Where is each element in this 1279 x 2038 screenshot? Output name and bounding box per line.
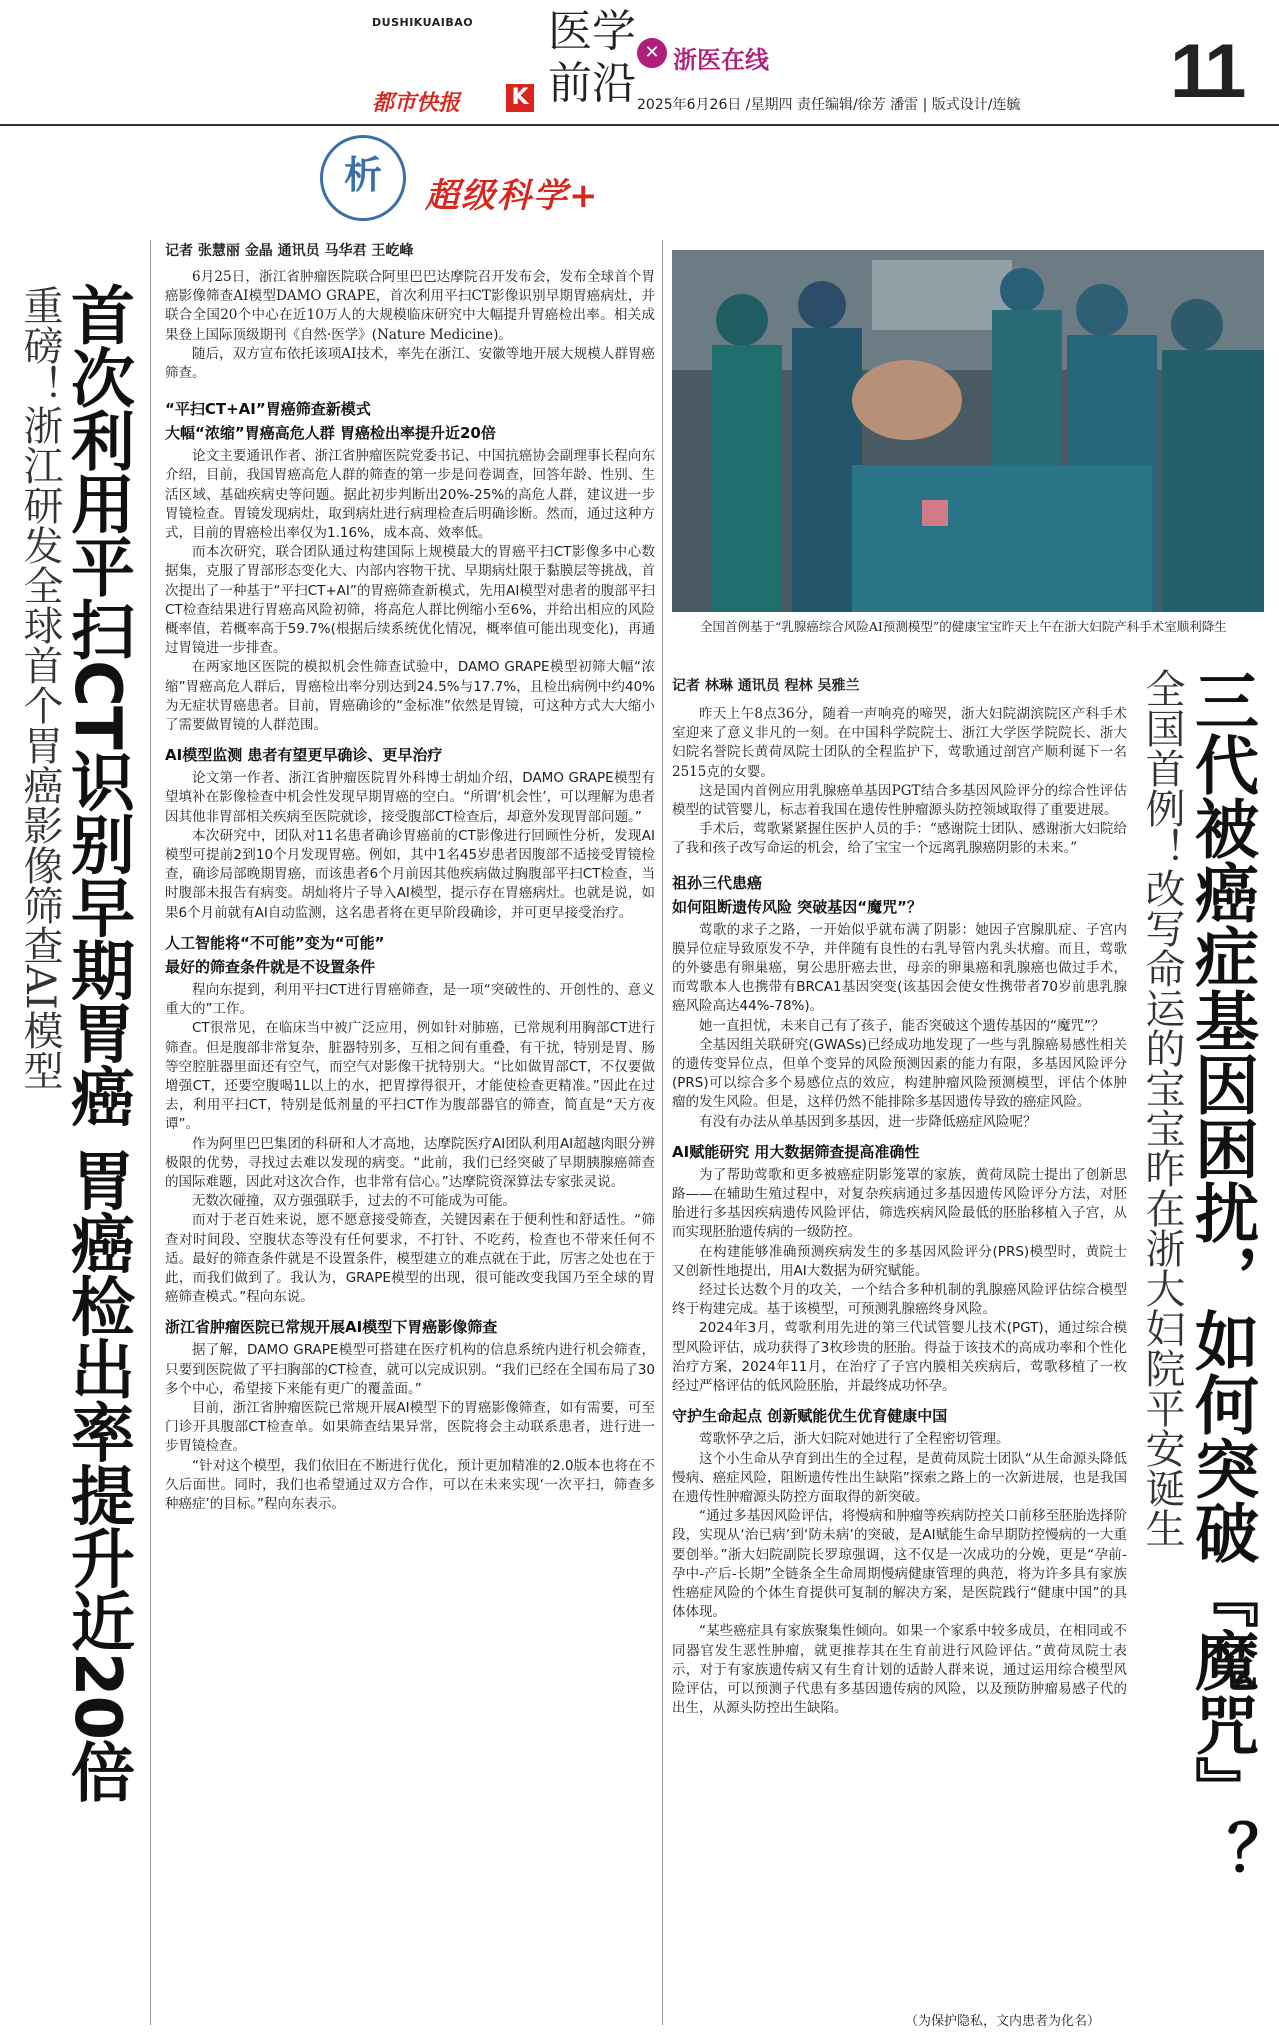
article2-lead bbox=[672, 705, 1127, 859]
body-paragraph: 而本次研究，联合团队通过构建国际上规模最大的胃癌平扫CT影像多中心数据集，克服了胃部形态变化大、内部内容物干扰、早期病灶限于黏膜层等挑战，首次提出了一种基于“平扫CT+AI”的胃癌筛查新模式，先用AI模型对患者的腹部平扫CT检查结果进行胃癌高风险初筛，将高危人群比例缩小至6%，并给出相应的风险概率值，若概率高于59.7%(根据后续系统优化情况，概率值可能出现变化)，再通过胃镜进一步排查。 bbox=[165, 544, 655, 657]
body-paragraph: CT很常见，在临床当中被广泛应用，例如针对肺癌，已常规利用胸部CT进行筛查。但是腹部非常复杂，脏器特别多，互相之间有重叠，有干扰，特别是胃、肠等空腔脏器里面还有空气，而空气对影像干扰特别大。“比如做胃部CT，不仅要做增强CT，还要空腹喝1L以上的水，把胃撑得很开，才能使检查更精准。”因此在过去，利用平扫CT，特别是低剂量的平扫CT作为腹部器官的筛查，简直是“天方夜谭”。 bbox=[165, 1020, 655, 1133]
body-paragraph: 她一直担忧，未来自己有了孩子，能否突破这个遗传基因的“魔咒”？ bbox=[699, 1017, 1105, 1034]
delivery-room-photo bbox=[672, 250, 1264, 612]
section-kicker: 人工智能将“不可能”变为“可能” bbox=[165, 933, 385, 952]
dateline: 2025年6月26日 /星期四 责任编辑/徐芳 潘雷 | 版式设计/连毓 bbox=[637, 97, 1021, 113]
body-paragraph: 在两家地区医院的模拟机会性筛查试验中，DAMO GRAPE模型初筛大幅“浓缩”胃癌高危人群后，胃癌检出率分别达到24.5%与17.7%，且检出病例中约40%为无症状胃癌患者。目前，胃癌确诊的“金标准”依然是胃镜，可这种方式大大缩小了需要做胃镜的人群范围。 bbox=[165, 659, 655, 734]
body-paragraph: 程向东提到，利用平扫CT进行胃癌筛查，是一项“突破性的、开创性的、意义重大的”工作。 bbox=[165, 981, 655, 1018]
body-paragraph: “通过多基因风险评估，将慢病和肿瘤等疾病防控关口前移至胚胎选择阶段，实现从‘治已病’到‘防未病’的突破，是AI赋能生命早期防控慢病的一大重要创举。”浙大妇院副院长罗琼强调，这不仅是一次成功的分娩，更是“孕前-孕中-产后-长期”全链条全生命周期慢病健康管理的典范，将为许多具有家族性癌症风险的个体生育提供可复制的解决方案，是医院践行“健康中国”的具体体现。 bbox=[672, 1508, 1127, 1621]
body-paragraph: “针对这个模型，我们依旧在不断进行优化，预计更加精准的2.0版本也将在不久后面世。同时，我们也希望通过双方合作，可以在未来实现‘一次平扫，筛查多种癌症’的目标。”程向东表示。 bbox=[165, 1457, 655, 1512]
body-paragraph: 本次研究中，团队对11名患者确诊胃癌前的CT影像进行回顾性分析，发现AI模型可提前2到10个月发现胃癌。例如，其中1名45岁患者因腹部不适接受胃镜检查，确诊局部晚期胃癌，而该患者6个月前因其他疾病做过胸腹部平扫CT检查，当时腹部未报告有病变。胡灿将片子导入AI模型，提示存在胃癌病灶。也就是说，如果6个月前就有AI自动监测，这名患者将在更早阶段确诊，并可更早接受治疗。 bbox=[165, 827, 655, 921]
body-paragraph: 据了解，DAMO GRAPE模型可搭建在医疗机构的信息系统内进行机会筛查，只要到医院做了平扫胸部的CT检查，就可以完成识别。“我们已经在全国布局了30多个中心，希望接下来能有更广的覆盖面。” bbox=[165, 1342, 655, 1397]
article1-byline: 记者 张慧丽 金晶 通讯员 马华君 王屹峰 bbox=[165, 243, 414, 259]
article1-body bbox=[165, 268, 655, 1514]
body-paragraph: 这个小生命从孕育到出生的全过程，是黄荷凤院士团队“从生命源头降低慢病、癌症风险，阻断遗传性出生缺陷”探索之路上的一次新进展，也是我国在遗传性肿瘤源头防控方面取得的新突破。 bbox=[672, 1450, 1127, 1505]
lead-paragraph: 随后，双方宣布依托该项AI技术，率先在浙江、安徽等地开展大规模人群胃癌筛查。 bbox=[165, 345, 655, 382]
section-title-line1: 医学 bbox=[548, 6, 636, 57]
article1-lead bbox=[165, 268, 655, 383]
column-name: 超级科学+ bbox=[425, 176, 600, 216]
photo-illustration bbox=[672, 250, 1264, 612]
column-seal-icon: 析 bbox=[320, 135, 406, 221]
section-title: AI模型监测 患者有望更早确诊、更早治疗 bbox=[165, 746, 443, 765]
body-paragraph: 论文主要通讯作者、浙江省肿瘤医院党委书记、中国抗癌协会副理事长程向东介绍，目前，我国胃癌高危人群的筛查的第一步是问卷调查，回答年龄、性别、生活区域、基础疾病史等问题。据此初步判断出20%-25%的高危人群，建议进一步胃镜检查。胃镜发现病灶，取到病灶进行病理检查后明确诊断。然而，通过这种方式，目前的胃癌检出率仅为1.16%，成本高、效率低。 bbox=[165, 448, 655, 542]
column-divider bbox=[662, 240, 663, 2025]
section-kicker: 祖孙三代患癌 bbox=[672, 873, 763, 892]
section-title: AI赋能研究 用大数据筛查提高准确性 bbox=[672, 1142, 920, 1161]
body-paragraph: 论文第一作者、浙江省肿瘤医院胃外科博士胡灿介绍，DAMO GRAPE模型有望填补在影像检查中机会性发现早期胃癌的空白。“所谓‘机会性’，可以理解为患者因其他非胃部相关疾病至医院就诊，接受腹部CT检查后，却意外发现胃部问题。” bbox=[165, 770, 655, 825]
lead-paragraph: 这是国内首例应用乳腺癌单基因PGT结合多基因风险评分的综合性评估模型的试管婴儿，标志着我国在遗传性肿瘤源头防控领域取得了重要进展。 bbox=[672, 782, 1127, 819]
lead-paragraph: 昨天上午8点36分，随着一声响亮的啼哭，浙大妇院湖滨院区产科手术室迎来了意义非凡的一刻。在中国科学院院士、浙江大学医学院院长、浙大妇院名誉院长黄荷凤院士团队的全程监护下，莺歌通过剖宫产顺利诞下一名2515克的女婴。 bbox=[672, 706, 1127, 780]
privacy-note: （为保护隐私，文内患者为化名） bbox=[905, 2014, 1101, 2029]
partner-name: 浙医在线 bbox=[673, 46, 769, 74]
section-title: 如何阻断遗传风险 突破基因“魔咒”？ bbox=[672, 897, 922, 916]
photo-caption: 全国首例基于“乳腺癌综合风险AI预测模型”的健康宝宝昨天上午在浙大妇院产科手术室顺利降生 bbox=[700, 619, 1227, 634]
page-number: 11 bbox=[1170, 29, 1243, 114]
section-title-line2: 前沿 bbox=[548, 58, 636, 109]
masthead-pinyin: DUSHIKUAIBAO bbox=[372, 16, 474, 29]
newspaper-k-icon: K bbox=[506, 84, 534, 112]
section-title: 最好的筛查条件就是不设置条件 bbox=[165, 957, 376, 976]
article2-byline: 记者 林琳 通讯员 程林 吴雅兰 bbox=[672, 678, 860, 694]
body-paragraph: 有没有办法从单基因到多基因，进一步降低癌症风险呢？ bbox=[699, 1113, 1037, 1130]
partner-logo-icon: ✕ bbox=[637, 38, 667, 68]
body-paragraph: 为了帮助莺歌和更多被癌症阴影笼罩的家族，黄荷凤院士提出了创新思路——在辅助生殖过程中，对复杂疾病通过多基因遗传风险评分方法，对胚胎进行多基因疾病遗传风险评估，筛选疾病风险最低的胚胎移植入子宫，从而实现胚胎遗传病的一级防控。 bbox=[672, 1166, 1127, 1241]
body-paragraph: 目前，浙江省肿瘤医院已常规开展AI模型下的胃癌影像筛查，如有需要，可至门诊开具腹部CT检查单。如果筛查结果异常，医院将会主动联系患者，进行进一步胃镜检查。 bbox=[165, 1399, 655, 1455]
body-paragraph: 莺歌怀孕之后，浙大妇院对她进行了全程密切管理。 bbox=[699, 1431, 1010, 1448]
column-divider bbox=[150, 240, 151, 2025]
body-paragraph: “某些癌症具有家族聚集性倾向。如果一个家系中较多成员，在相同或不同器官发生恶性肿瘤，就更推荐其在生育前进行风险评估。”黄荷凤院士表示，对于有家族遗传病又有生育计划的适龄人群来说，通过运用综合模型风险评估，可以预测子代患有多基因遗传病的风险，以及预防肿瘤易感子代的出生，从源头防控出生缺陷。 bbox=[672, 1623, 1127, 1717]
body-paragraph: 无数次碰撞，双方强强联手，过去的不可能成为可能。 bbox=[192, 1193, 516, 1210]
article2-headline: 三代被癌症基因困扰，如何突破『魔咒』？ bbox=[1184, 668, 1258, 1884]
section-kicker: “平扫CT+AI”胃癌筛查新模式 bbox=[165, 400, 371, 419]
lead-paragraph: 6月25日，浙江省肿瘤医院联合阿里巴巴达摩院召开发布会，发布全球首个胃癌影像筛查AI模型DAMO GRAPE，首次利用平扫CT影像识别早期胃癌病灶，并联合全国20个中心在近10万人的大规模临床研究中大幅提升胃癌检出率。相关成果登上国际顶级期刊《自然·医学》(Nature Medicine)。 bbox=[165, 269, 655, 343]
body-paragraph: 在构建能够准确预测疾病发生的多基因风险评分(PRS)模型时，黄院士又创新性地提出，用AI大数据为研究赋能。 bbox=[672, 1243, 1127, 1279]
body-paragraph: 全基因组关联研究(GWASs)已经成功地发现了一些与乳腺癌易感性相关的遗传变异位点，但单个变异的风险预测因素的能力有限，多基因风险评分(PRS)可以综合多个易感位点的效应，构建肿瘤风险预测模型，评估个体肿瘤的发生风险。但是，这样仍然不能排除多基因遗传导致的癌症风险。 bbox=[672, 1036, 1127, 1111]
newspaper-logo: 都市快报 bbox=[372, 91, 461, 116]
section-title: 守护生命起点 创新赋能优生优育健康中国 bbox=[672, 1407, 948, 1426]
lead-paragraph: 手术后，莺歌紧紧握住医护人员的手：“感谢院士团队、感谢浙大妇院给了我和孩子改写命运的机会，给了宝宝一个远离乳腺癌阴影的未来。” bbox=[672, 821, 1127, 857]
body-paragraph: 2024年3月，莺歌利用先进的第三代试管婴儿技术(PGT)，通过综合模型风险评估，成功获得了3枚珍贵的胚胎。得益于该技术的高成功率和个性化治疗方案，2024年11月，在治疗了子宫内膜相关疾病后，莺歌移植了一枚经过严格评估的低风险胚胎，并最终成功怀孕。 bbox=[672, 1320, 1127, 1395]
section-title: 大幅“浓缩”胃癌高危人群 胃癌检出率提升近20倍 bbox=[165, 424, 496, 443]
body-paragraph: 而对于老百姓来说，愿不愿意接受筛查，关键因素在于便利性和舒适性。“筛查对时间段、空腹状态等没有任何要求，不打针、不吃药，检查也不带来任何不适。最好的筛查条件就是不设置条件，模型建立的难点就在于此，厉害之处也在于此，而我们做到了。我认为，GRAPE模型的出现，很可能改变我国乃至全球的胃癌筛查模式。”程向东说。 bbox=[165, 1212, 655, 1306]
body-paragraph: 莺歌的求子之路，一开始似乎就布满了阴影：她因子宫腺肌症、子宫内膜异位症导致原发不孕，并伴随有良性的右乳导管内乳头状瘤。而且，莺歌的外婆患有卵巢癌，舅公患肝癌去世，母亲的卵巢癌和乳腺癌也做过手术，而莺歌本人也携带有BRCA1基因突变(该基因会使女性携带者70岁前患乳腺癌风险高达44%-78%)。 bbox=[672, 921, 1127, 1015]
article1-subheadline: 重磅！浙江研发全球首个胃癌影像筛查AI模型 bbox=[17, 285, 63, 1090]
article2-body bbox=[672, 705, 1127, 1718]
article1-headline: 首次利用平扫CT识别早期胃癌 胃癌检出率提升近20倍 bbox=[60, 282, 134, 1802]
section-title: 浙江省肿瘤医院已常规开展AI模型下胃癌影像筛查 bbox=[165, 1318, 498, 1337]
masthead-rule bbox=[0, 124, 1279, 126]
body-paragraph: 经过长达数个月的攻关，一个结合多种机制的乳腺癌风险评估综合模型终于构建完成。基于该模型，可预测乳腺癌终身风险。 bbox=[672, 1282, 1127, 1318]
article2-subheadline: 全国首例！改写命运的宝宝昨在浙大妇院平安诞生 bbox=[1139, 668, 1185, 1548]
body-paragraph: 作为阿里巴巴集团的科研和人才高地，达摩院医疗AI团队利用AI超越肉眼分辨极限的优势，寻找过去难以发现的病变。“此前，我们已经突破了早期胰腺癌筛查的国际难题，因此对这次合作，也非常有信心。”达摩院资深算法专家张灵说。 bbox=[165, 1135, 655, 1190]
